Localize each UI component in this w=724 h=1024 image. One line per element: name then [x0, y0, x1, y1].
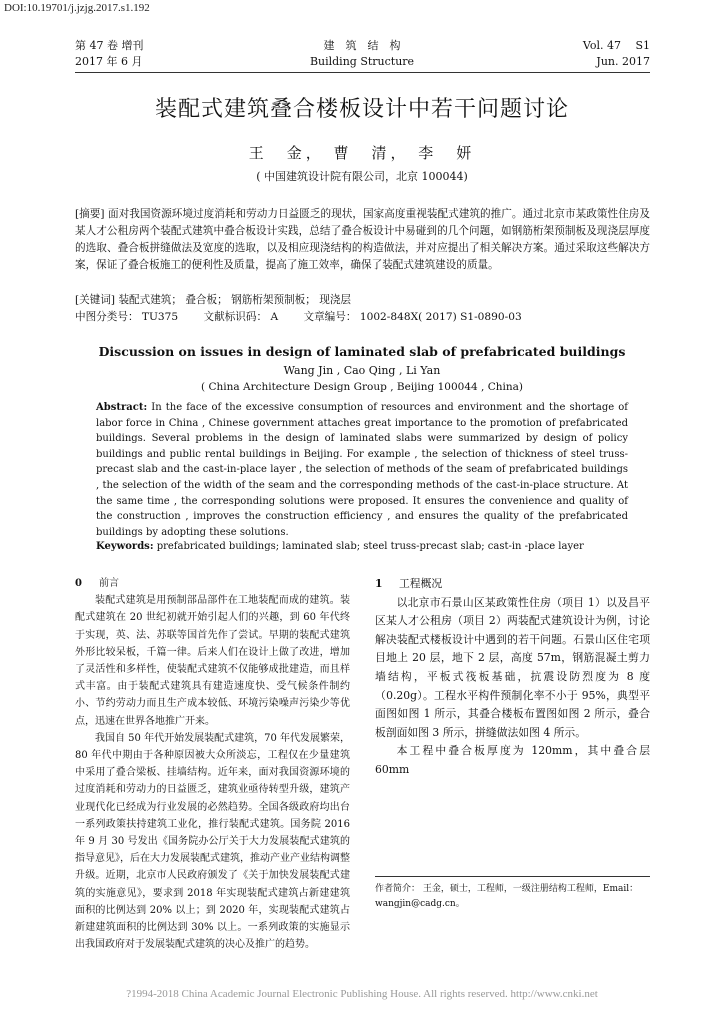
journal-name-en: Building Structure: [309, 55, 415, 68]
keywords-cn: [75, 292, 650, 309]
journal-volume-en: [583, 38, 650, 70]
abstract-cn-label: [摘要]: [75, 208, 105, 220]
abstract-en-label: Abstract:: [96, 402, 148, 413]
footnote-text: 王金，硕士，工程师，一级注册结构工程师，Email：wangjin@cadg.cn。: [375, 884, 639, 909]
authors-cn: 王 金， 曹 清， 李 妍: [248, 144, 476, 162]
issue-volume: 第 47 卷 增刊: [75, 39, 144, 52]
authors-en: Wang Jin , Cao Qing , Li Yan: [283, 364, 441, 377]
paper-title-en: Discussion on issues in design of laminated slab of prefabricated buildings: [98, 344, 626, 359]
keywords-en: [96, 539, 628, 554]
issue-date: 2017 年 6 月: [75, 55, 143, 68]
doi-line: DOI:10.19701/j.jzjg.2017.s1.192: [4, 2, 150, 14]
abstract-cn: [75, 206, 650, 274]
keywords-en-text: prefabricated buildings; laminated slab; steel truss-precast slab; cast-in -place layer: [156, 541, 584, 552]
paper-title-cn: 装配式建筑叠合楼板设计中若干问题讨论: [154, 97, 569, 122]
keywords-en-label: Keywords:: [96, 541, 154, 552]
abstract-cn-text: 面对我国资源环境过度消耗和劳动力日益匮乏的现状，国家高度重视装配式建筑的推广。通过北京市某政策性住房及某人才公租房两个装配式建筑中叠合板设计实践，总结了叠合板设计中易碰到的几个问题，如钢筋桁架预制板及现浇层厚度的选取、叠合板拼缝做法及宽度的选取，以及相应现浇结构的构造做法，并对应提出了相关解决方案。通过采取这些解决方案，保证了叠合板施工的便利性及质量，提高了施工效率，确保了装配式建筑建设的质量。: [75, 208, 650, 271]
date-en: Jun. 2017: [596, 55, 650, 68]
section-title: 前言: [99, 578, 119, 589]
journal-name-cn: 建 筑 结 构: [323, 39, 401, 52]
body-column-left: [75, 575, 350, 953]
paragraph-3: 以北京市石景山区某政策性住房（项目 1）以及昌平区某人才公租房（项目 2）两装配式建筑设计为例，讨论解决装配式楼板设计中遇到的若干问题。石景山区住宅项目地上 20 层，地下 2 层，高度 57m，钢筋混凝土剪力墙结构，平板式筏板基础，抗震设防烈度为 8 度（0.20g）。工程水平构件预制化率不小于 95%，典型平面图如图 1 所示，其叠合楼板布置图如图 2 所示，叠合板剖面如图 3 所示，拼缝做法如图 4 所示。: [375, 595, 650, 739]
section-heading-1: [375, 575, 650, 594]
affiliation-en: ( China Architecture Design Group , Beijing 100044 , China): [201, 381, 523, 393]
affiliation-cn: ( 中国建筑设计院有限公司，北京 100044): [256, 170, 468, 183]
copyright-footer: ?1994-2018 China Academic Journal Electronic Publishing House. All rights reserved. http://www.cnki.net: [126, 988, 598, 1000]
header-divider: [75, 72, 650, 73]
section-heading-0: [75, 575, 350, 592]
clc-number: 中图分类号： TU375: [75, 311, 179, 323]
paragraph-4: 本工程中叠合板厚度为 120mm，其中叠合层 60mm: [375, 744, 650, 776]
paragraph-1: 装配式建筑是用预制部品部件在工地装配而成的建筑。装配式建筑在 20 世纪初就开始引起人们的兴趣，到 60 年代终于实现，英、法、苏联等国首先作了尝试。早期的装配式建筑外形比较呆板，千篇一律。后来人们在设计上做了改进，增加了灵活性和多样性，使装配式建筑不仅能够成批建造，而且样式丰富。由于装配式建筑具有建造速度快、受气候条件制约小、节约劳动力而且生产成本较低、环境污染噪声污染少等优点，迅速在世界各地推广开来。: [75, 595, 350, 727]
section-number: 1: [375, 577, 383, 590]
volume-en: Vol. 47 S1: [582, 39, 650, 52]
section-title: 工程概况: [399, 577, 443, 590]
abstract-en-text: In the face of the excessive consumption of resources and environment and the shortage of labor force in China , Chinese government attaches great importance to the promotion of prefabricated buildings. Several problems in the design of laminated slabs were summarized by design of policy buildings and public rental buildings in Beijing. For example , the selection of thickness of steel truss-precast slab and the cast-in-place layer , the selection of methods of the seam of prefabricated buildings , the selection of the width of the seam and the corresponding methods of the cast-in-place structure. At the same time , the corresponding solutions were proposed. It ensures the convenience and quality of the construction , improves the construction efficiency , and ensures the quality of the prefabricated buildings by adopting these solutions.: [96, 402, 628, 538]
keywords-cn-label: [关键词]: [75, 294, 116, 306]
body-column-right: [375, 575, 650, 780]
abstract-en: [96, 400, 628, 540]
paragraph-2: 我国自 50 年代开始发展装配式建筑，70 年代发展繁荣，80 年代中期由于各种原因被大众所淡忘，工程仅在少量建筑中采用了叠合梁板、挂墙结构。近年来，面对我国资源环境的过度消耗和劳动力的日益匮乏，建筑业亟待转型升级，建筑产业现代化已经成为行业发展的必然趋势。全国各级政府均出台一系列政策扶持建筑工业化，推行装配式建筑。国务院 2016 年 9 月 30 号发出《国务院办公厅关于大力发展装配式建筑的指导意见》，后在大力发展装配式建筑，推动产业产业结构调整升级。近期，北京市人民政府颁发了《关于加快发展装配式建筑的实施意见》，要求到 2018 年实现装配式建筑占新建建筑面积的比例达到 20% 以上；到 2020 年，实现装配式建筑占新建建筑面积的比例达到 30% 以上。一系列政策的实施显示出我国政府对于发展装配式建筑的决心及推广的趋势。: [75, 732, 350, 951]
keywords-cn-text: 装配式建筑； 叠合板； 钢筋桁架预制板； 现浇层: [118, 294, 352, 306]
section-number: 0: [75, 578, 82, 589]
article-number: 文章编号： 1002-848X( 2017) S1-0890-03: [303, 311, 522, 323]
author-footnote: [375, 882, 650, 912]
classification-line: [75, 309, 650, 326]
footnote-divider: [375, 876, 650, 877]
document-code: 文献标识码： A: [203, 311, 279, 323]
footnote-label: 作者简介：: [375, 884, 421, 894]
